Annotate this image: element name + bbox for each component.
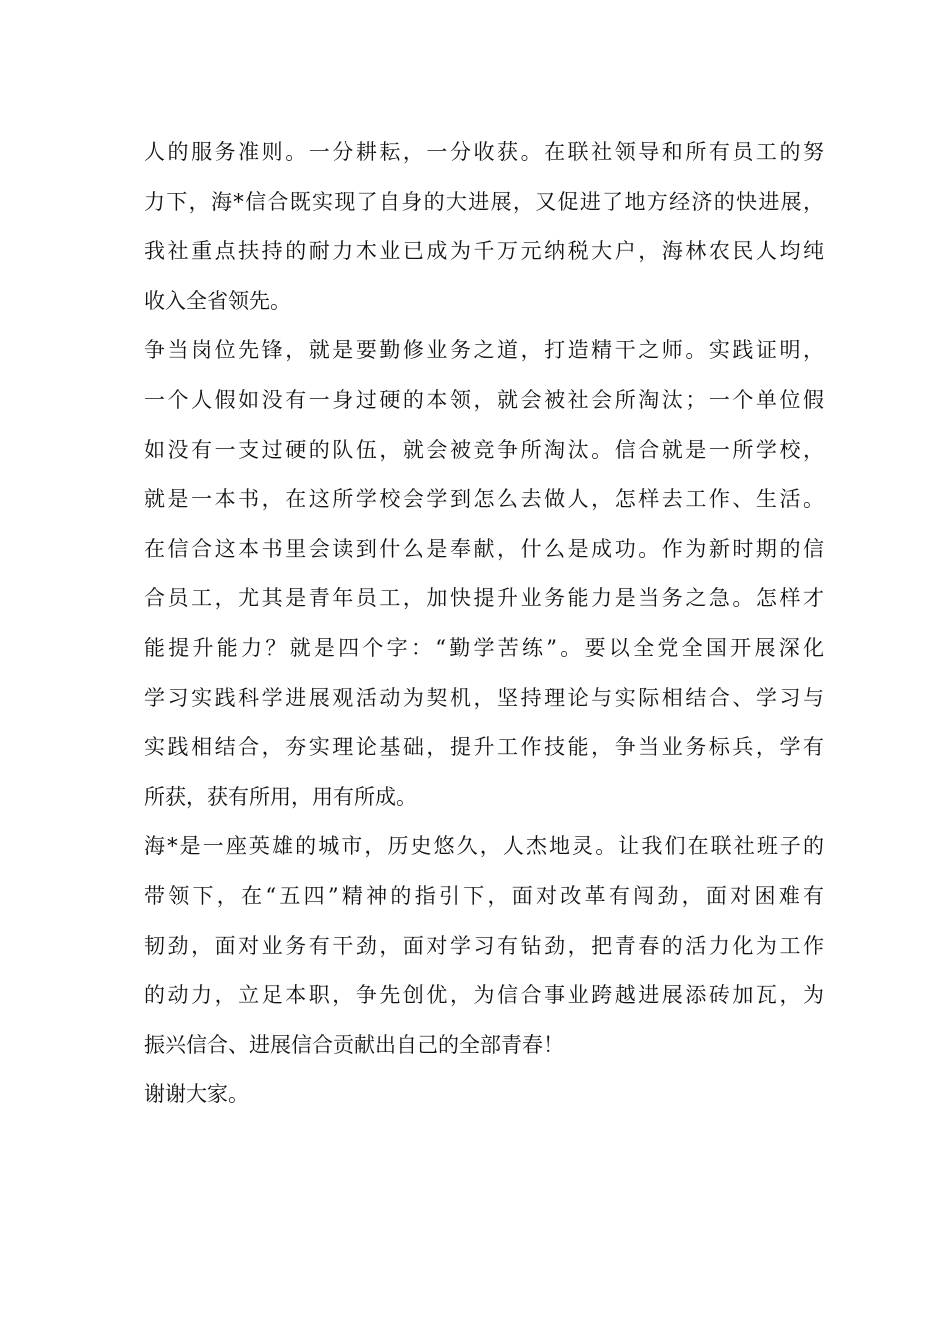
text-line: 实践相结合，夯实理论基础，提升工作技能，争当业务标兵，学有 <box>144 735 824 760</box>
text-line: 就是一本书，在这所学校会学到怎么去做人，怎样去工作、生活。 <box>144 487 824 512</box>
text-line: 学习实践科学进展观活动为契机，坚持理论与实际相结合、学习与 <box>144 685 824 710</box>
document-body <box>144 128 824 1120</box>
text-line: 海*是一座英雄的城市，历史悠久，人杰地灵。让我们在联社班子的 <box>144 834 824 859</box>
text-line: 合员工，尤其是青年员工，加快提升业务能力是当务之急。怎样才 <box>144 586 824 611</box>
text-line: 能提升能力？就是四个字：“勤学苦练”。要以全党全国开展深化 <box>144 635 824 660</box>
text-line: 韧劲，面对业务有干劲，面对学习有钻劲，把青春的活力化为工作 <box>144 933 824 958</box>
text-line: 收入全省领先。 <box>144 288 291 313</box>
text-line: 振兴信合、进展信合贡献出自己的全部青春！ <box>144 1032 564 1057</box>
text-line: 我社重点扶持的耐力木业已成为千万元纳税大户，海林农民人均纯 <box>144 239 824 264</box>
text-line: 力下，海*信合既实现了自身的大进展，又促进了地方经济的快进展， <box>144 189 824 214</box>
text-line: 如没有一支过硬的队伍，就会被竞争所淘汰。信合就是一所学校， <box>144 437 824 462</box>
text-line: 谢谢大家。 <box>144 1082 249 1107</box>
text-line: 人的服务准则。一分耕耘，一分收获。在联社领导和所有员工的努 <box>144 140 824 164</box>
text-line: 的动力，立足本职，争先创优，为信合事业跨越进展添砖加瓦，为 <box>144 983 824 1008</box>
text-line: 所获，获有所用，用有所成。 <box>144 784 417 809</box>
text-line: 争当岗位先锋，就是要勤修业务之道，打造精干之师。实践证明， <box>144 338 824 363</box>
text-line: 带领下，在“五四”精神的指引下，面对改革有闯劲，面对困难有 <box>144 883 824 908</box>
text-line: 在信合这本书里会读到什么是奉献，什么是成功。作为新时期的信 <box>144 536 824 561</box>
text-line: 一个人假如没有一身过硬的本领，就会被社会所淘汰；一个单位假 <box>144 387 824 412</box>
